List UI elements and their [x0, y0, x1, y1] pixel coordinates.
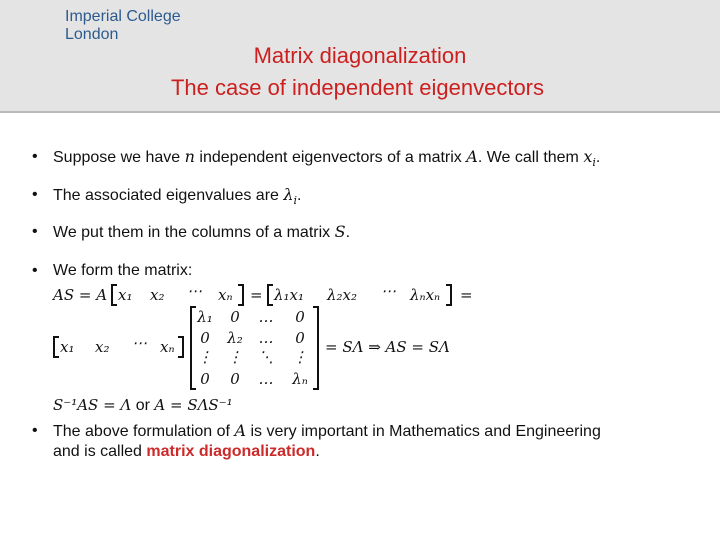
bullet-5-line1: The above formulation of A is very important in Mathematics and Engineering	[53, 421, 601, 440]
bullet-dot: •	[32, 186, 38, 203]
bracket-right	[446, 284, 452, 306]
bracket-right	[178, 336, 184, 358]
bracket-left	[267, 284, 273, 306]
bullet-1: Suppose we have n independent eigenvectors of a matrix A. We call them $x_i$.	[53, 147, 601, 170]
bullet-5-line2: and is called matrix diagonalization.	[53, 443, 320, 460]
bullet-3: We put them in the columns of a matrix S.	[53, 222, 351, 241]
logo-line2: London	[65, 26, 119, 43]
bullet-dot: •	[32, 148, 38, 165]
bullet-dot: •	[32, 262, 38, 279]
bullet-2: The associated eigenvalues are $\lambda_i$.	[53, 185, 302, 208]
highlight-term: matrix diagonalization	[146, 443, 316, 460]
matrix-bracket-right	[313, 306, 319, 390]
bracket-left	[53, 336, 59, 358]
bullet-4: We form the matrix:	[53, 262, 193, 279]
title-line1: Matrix diagonalization	[253, 43, 467, 68]
bullet-dot: •	[32, 422, 38, 439]
slide-content: • Suppose we have n independent eigenvectors of a matrix A. We call them $x_i$. • The associated eigenvalues are $\lambda_i$. • We put them in the columns of a matrix S. • We form the matrix: AS = A x₁ x₂ ⋯ xₙ = λ₁x₁ λ₂x₂ ⋯ λₙxₙ = x₁ x₂ ⋯ xₙ λ₁ 0 … 0 0 λ₂ … 0 ⋮ ⋮ ⋱ ⋮ 0 0 … λₙ = SΛ ⇒ AS = SΛ S⁻¹AS = Λ or A = SΛS⁻¹ • The above formulation of A is very important in Mathematics and Engineering and is called matrix diagonalization.	[32, 147, 601, 460]
title-line2: The case of independent eigenvectors	[170, 75, 545, 100]
bracket-left	[111, 284, 117, 306]
bullet-dot: •	[32, 223, 38, 240]
equation-3: S⁻¹AS = Λ or A = SΛS⁻¹	[53, 396, 233, 414]
logo-line1: Imperial College	[65, 8, 181, 25]
bracket-right	[238, 284, 244, 306]
